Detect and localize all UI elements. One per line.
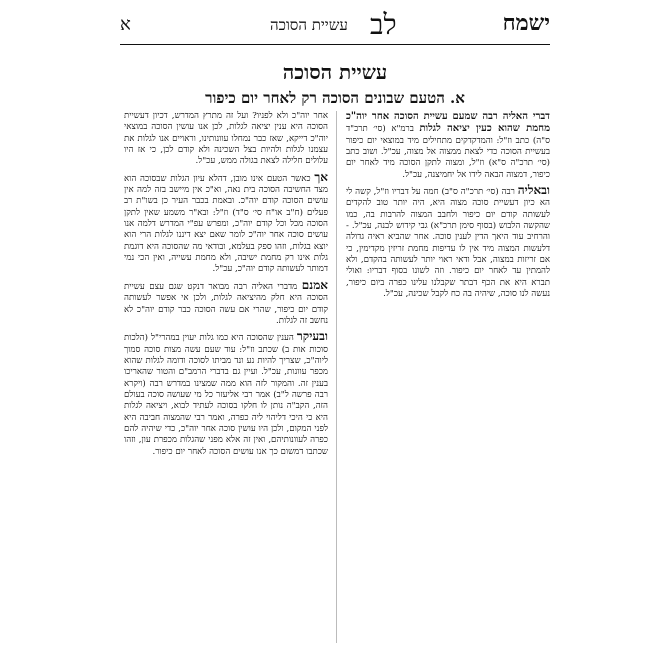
right-paragraph-1 xyxy=(346,111,550,181)
paragraph-lead: ובאליה xyxy=(517,183,551,198)
left-paragraph-4 xyxy=(124,331,328,458)
paragraph-text: מדברי האליה רבה מבואר דנקט שגם עצם עשיית הסוכה היא חלק מהיציאה לגלות, ולכן אי אפשר לעשותה קודם יום כיפור, שהרי אם עשה הסוכה כבר קודם יוה"כ לא נחשב זה לגלות. xyxy=(124,281,328,326)
left-column xyxy=(124,111,328,458)
left-paragraph-3 xyxy=(124,277,329,327)
paragraph-lead: ובעיקר xyxy=(296,329,328,344)
paragraph-lead: אך xyxy=(314,169,328,184)
paragraph-text: הענין שהסוכה היא כמו גלות יעוין במהרי"ל (הלכות סוכות אות ב) שכתב וז"ל: עוד שעם עשה מצות סוכה סמוך ליוה"כ, שצריך להיות נע ונד מביתו לסוכה ודומה לגלות שהוא מכפר עוונות, עכ"ל. ועיין גם בדברי הרמב"ם והטור שהאריכו בענין זה. והמקור לזה הוא ממה שמצינו במדרש רבה (ויקרא רבה פרשה ל"ב) אמר רבי אליעזר כל מי שעושה סוכה בעולם הזה, הקב"ה נותן לו חלקו בסוכה לעתיד לבוא, ויציאה לגלות היא כי היכי דליהוי ליה כפרה, ואמר רבי שהמצוה חביבה היא לפני המקום, ולכן היו עושין סוכה אחר יוה"כ, כדי שיהיה להם כפרה לעוונותיהם, ואין זה אלא מפני שהגלות מכפרת עון, וזהו שכתבו דמשום כך אנו עושים הסוכה לאחר יום כיפור. xyxy=(124,333,328,457)
header-side-letter: א xyxy=(120,14,131,35)
running-header xyxy=(120,6,550,44)
left-paragraph-2 xyxy=(124,169,328,276)
paragraph-lead: אמנם xyxy=(301,277,329,292)
column-divider xyxy=(336,111,337,643)
paragraph-text: כאשר הטעם אינו מובן, דהלא עיון הגלות שבסוכה הוא מצד החשיבה הסוכה בית נאה, וא"כ אין מיישב בזה למה אין עושים הסוכה קודם יוה"כ. ובאמת בכבר העיר כן בשו"ת רב פעלים (ח"ב או"ח סי׳ ס"ד) וז"ל: ובא"ר משמע שאין לתקן הסוכה מכל וכל קודם יוה"כ, ומפרש עפ"י המדרש דלמה אנו עושים סוכה אחר יוה"כ לומר שאם יצא דיננו לגלות הרי הוא יוצא בגלות, וזהו ספק בעלמא, ובודאי מה שהסוכה היא דוגמת גלות אינו רק מחמת ישיבה, ולא מחמת עשייה, ואין הכי נמי דמותר לעשותה קודם יוה"כ, עכ"ל. xyxy=(124,173,328,275)
paragraph-lead: דברי האליה רבה שמעם עשיית הסוכה אחר יוה"כ מחמת שהוא כעין יציאה לגלות xyxy=(346,111,550,135)
right-paragraph-2 xyxy=(346,185,550,300)
paragraph-text: רבה (סי׳ תרכ"ה ס"ב) חמה על דבריו וז"ל, קשה לי הא כיון דעשיית סוכה מצוה היא, היה יותר טוב להקדים לעשותה קודם יום כיפור ולחבב המצוה להרבות בה, כמו שהקשה הלבוש (בסוף סימן תרכ"א) גבי קידוש לבנה, עכ"ל. - והרחיב עוד היאך הדין לענין סוכה. אחר שהביא ראיה גדולה דלעשות המצוה מיד אין לו עדיפות מחמת זריזין מקדימין, כי אם זריזות במצוה, אבל ודאי ראוי יותר לעשותה בהקדם, ולא להמתין עד לאחר יום כיפור. וזה לשונו בסוף דבריו: ואולי תברא היא את הכף דבתר שקבלנו עלינו כפרה ביום כיפור, נעשה לנו סוכה, שיהיה בה כח לקבל שכינה, עכ"ל. xyxy=(346,187,550,300)
section-title: א. הטעם שבונים הסוכה רק לאחר יום כיפור xyxy=(205,89,465,107)
paragraph-text: אחר יוה"כ ולא לפניו? ועל זה מתרץ המדרש, דכיון דעשיית הסוכה היא ענין יציאה לגלות, לכן אנו עושין הסוכה במוצאי יוה"כ דייקא, שאז כבר נמחלו עוונותינו, וראויים אנו לגלות את עצמנו לגלות ולהיות בצל השכינה ולא קודם לכן, כי אז היו עלולים חלילה לצאת בגולה ממש, עכ"ל. xyxy=(124,111,328,167)
paragraph-text: ברמ"א (סי׳ תרכ"ד ס"ה) כתב וז"ל: והמדקדקים מתחילים מיד במוצאי יום כיפור בעשיית הסוכה כדי לצאת ממצוה אל מצוה, עכ"ל. ושוב כתב (סי׳ תרכ"ה ס"א) וז"ל, ומצוה לתקן הסוכה מיד לאחר יום כיפור, דמצוה הבאה לידו אל יחמיצנה, עכ"ל. xyxy=(346,124,550,180)
header-book-name: ישמח xyxy=(502,10,550,36)
header-running-title: עשיית הסוכה xyxy=(270,16,348,34)
chapter-title: עשיית הסוכה xyxy=(282,60,388,84)
header-divider xyxy=(120,44,550,45)
header-page-number: לב xyxy=(370,8,397,41)
right-column xyxy=(346,111,550,301)
left-paragraph-1 xyxy=(124,111,328,168)
